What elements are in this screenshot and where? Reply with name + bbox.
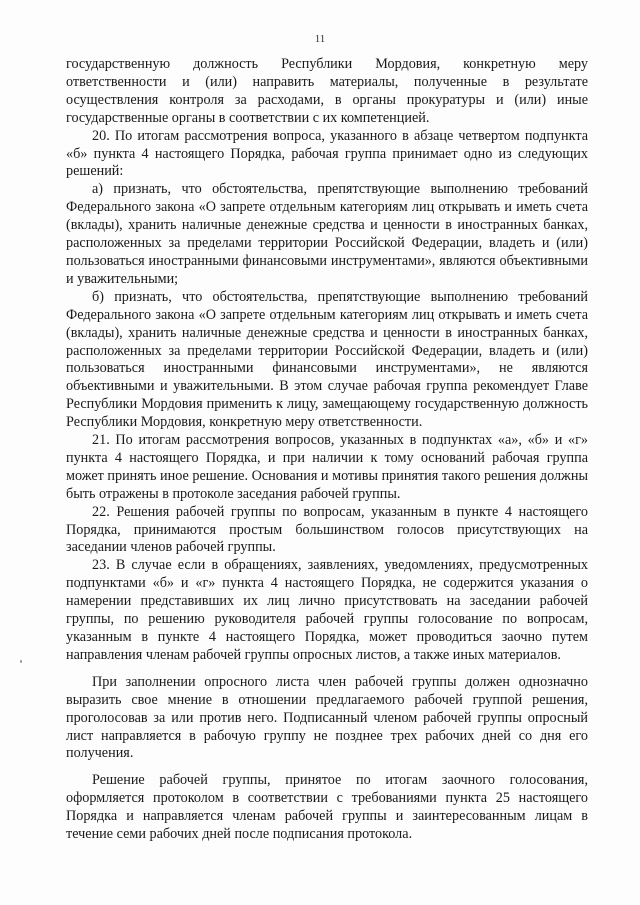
paragraph-item-20: 20. По итогам рассмотрения вопроса, указанного в абзаце четвертом подпункта «б» пункта 4 настоящего Порядка, рабочая группа принимает одно из следующих решений: [66, 127, 588, 180]
document-body [66, 56, 588, 844]
paragraph-subitem-a: а) признать, что обстоятельства, препятствующие выполнению требований Федерального закона «О запрете отдельным категориям лиц открывать и иметь счета (вклады), хранить наличные денежные средства и ценности в иностранных банках, расположенных за пределами территории Российской Федерации, владеть и (или) пользоваться иностранными финансовыми инструментами», являются объективными и уважительными; [66, 181, 588, 287]
paragraph-item-23: 23. В случае если в обращениях, заявлениях, уведомлениях, предусмотренных подпунктами «б» и «г» пункта 4 настоящего Порядка, не содержится указания о намерении представивших их лиц лично присутствовать на заседании рабочей группы, по решению руководителя рабочей группы голосование по вопросам, указанным в пункте 4 настоящего Порядка, может проводиться заочно путем направления членам рабочей группы опросных листов, а также иных материалов. [66, 557, 588, 663]
paragraph-item-21: 21. По итогам рассмотрения вопросов, указанных в подпунктах «а», «б» и «г» пункта 4 настоящего Порядка, и при наличии к тому оснований рабочая группа может принять иное решение. Основания и мотивы принятия такого решения должны быть отражены в протоколе заседания рабочей группы. [66, 432, 588, 502]
paragraph-continuation: государственную должность Республики Мордовия, конкретную меру ответственности и (или) направить материалы, полученные в результате осуществления контроля за расходами, в органы прокуратуры и (или) иные государственные органы в соответствии с их компетенцией. [66, 56, 588, 126]
paragraph-absentee-decision: Решение рабочей группы, принятое по итогам заочного голосования, оформляется протоколом в соответствии с требованиями пункта 25 настоящего Порядка и направляется членам рабочей группы и заинтересованным лицам в течение семи рабочих дней после подписания протокола. [66, 772, 588, 843]
page-number: 11 [314, 33, 326, 45]
paragraph-subitem-b: б) признать, что обстоятельства, препятствующие выполнению требований Федерального закона «О запрете отдельным категориям лиц открывать и иметь счета (вклады), хранить наличные денежные средства и ценности в иностранных банках, расположенных за пределами территории Российской Федерации, владеть и (или) пользоваться иностранными финансовыми инструментами», не являются объективными и уважительными. В этом случае рабочая группа рекомендует Главе Республики Мордовия применить к лицу, замещающему государственную должность Республики Мордовия, конкретную меру ответственности. [66, 288, 588, 431]
paragraph-item-22: 22. Решения рабочей группы по вопросам, указанным в пункте 4 настоящего Порядка, принимаются простым большинством голосов присутствующих на заседании членов рабочей группы. [66, 503, 588, 556]
scan-speck [20, 660, 22, 663]
paragraph-questionnaire: При заполнении опросного листа член рабочей группы должен однозначно выразить свое мнение в отношении предлагаемого рабочей группой решения, проголосовав за или против него. Подписанный членом рабочей группы опросный лист направляется в рабочую группу не позднее трех рабочих дней со дня его получения. [66, 673, 588, 762]
